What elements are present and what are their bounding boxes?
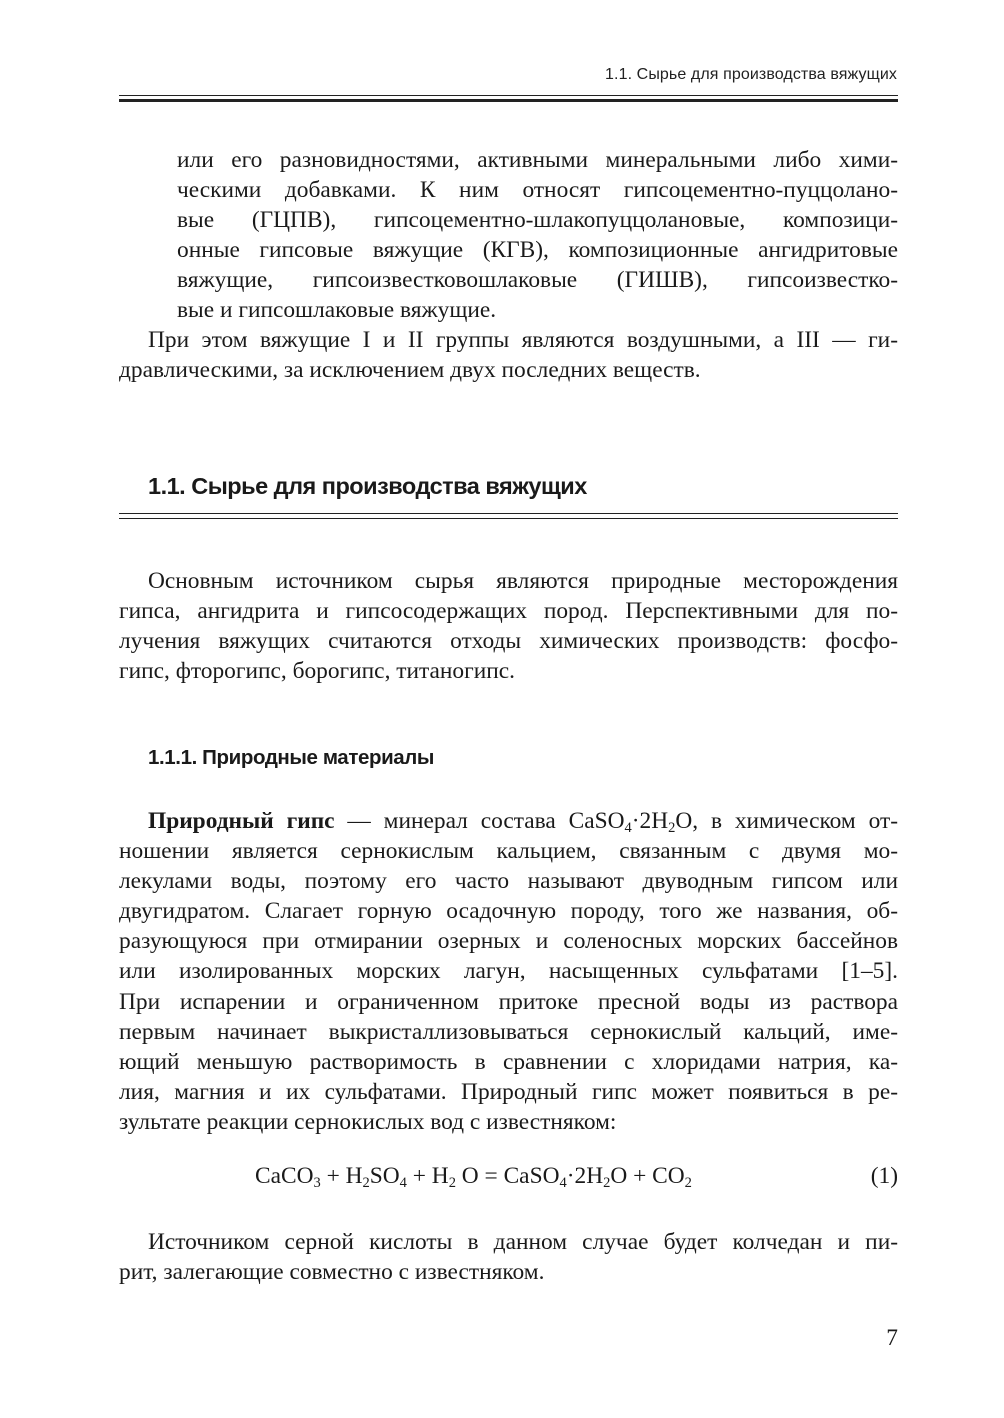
- text-line: или его разновидностями, активными минеральными либо хими-: [177, 147, 898, 173]
- text-line: ческими добавками. К ним относят гипсоцементно-пуццолано-: [177, 177, 898, 204]
- text-line: вяжущие, гипсоизвестковошлаковые (ГИШВ), гипсоизвестко-: [177, 267, 898, 294]
- chemical-equation: CaCO$_3$ + $H_2SO_4 + H_2$ $O = CaSO_4\cdot 2H_2O + CO_2$: [255, 1163, 692, 1192]
- gypsum-paragraph: [119, 806, 898, 1137]
- text-line: онные гипсовые вяжущие (КГВ), композиционные ангидритовые: [177, 237, 898, 264]
- section-rule-thin-2: [119, 518, 898, 519]
- first-line-text: ·2H: [631, 808, 669, 834]
- text-line: разующуюся при отмирании озерных и соленосных морских бассейнов: [119, 928, 898, 955]
- text-line: рит, залегающие совместно с известняком.: [119, 1259, 545, 1286]
- text-line: гипса, ангидрита и гипсосодержащих пород. Перспективными для по-: [119, 598, 898, 625]
- text-line: первым начинает выкристаллизовываться сернокислый кальций, име-: [119, 1018, 898, 1045]
- section-heading: 1.1. Сырье для производства вяжущих: [148, 473, 587, 499]
- running-head: 1.1. Сырье для производства вяжущих: [605, 66, 897, 83]
- header-rule-thin: [119, 95, 898, 96]
- intro-block: [177, 145, 898, 326]
- text-line: Основным источником сырья являются природные месторождения: [148, 568, 898, 594]
- text-line: ющий меньшую растворимость в сравнении с хлоридами натрия, ка-: [119, 1048, 898, 1075]
- text-line: вые и гипсошлаковые вяжущие.: [177, 297, 497, 324]
- page-number: 7: [886, 1325, 898, 1351]
- first-line-text: — минерал состава CaSO: [334, 808, 625, 834]
- subscript: 4: [624, 820, 632, 837]
- equation-number: (1): [870, 1163, 898, 1189]
- text-line: лия, магния и их сульфатами. Природный гипс может появиться в ре-: [119, 1078, 898, 1105]
- text-line: двугидратом. Слагает горную осадочную породу, того же названия, об-: [119, 898, 898, 925]
- text-line: При этом вяжущие I и II группы являются воздушными, а III — ги-: [148, 327, 898, 353]
- text-line: вые (ГЦПВ), гипсоцементно-шлакопуццолановые, композици-: [177, 207, 898, 234]
- text-line: При испарении и ограниченном притоке пресной воды из раствора: [119, 988, 898, 1015]
- text-line: лучения вяжущих считаются отходы химических производств: фосфо-: [119, 628, 898, 655]
- section-paragraph: [119, 566, 898, 686]
- text-line: или изолированных морских лагун, насыщенных сульфатами [1–5].: [119, 958, 898, 985]
- text-line: ношении является сернокислым кальцием, связанным с двумя мо-: [119, 838, 898, 865]
- subsection-heading: 1.1.1. Природные материалы: [148, 746, 435, 769]
- text-line: гипс, фторогипс, борогипс, титаногипс.: [119, 658, 515, 685]
- term-bold: Природный гипс: [148, 808, 335, 834]
- text-line: дравлическими, за исключением двух последних веществ.: [119, 357, 701, 384]
- text-line: зультате реакции сернокислых вод с известняком:: [119, 1108, 617, 1135]
- closing-paragraph: [119, 1227, 898, 1287]
- groups-paragraph: [119, 325, 898, 385]
- section-rule-thin-1: [119, 513, 898, 514]
- first-line-text: O, в химическом от-: [675, 808, 898, 834]
- text-line: лекулами воды, поэтому его часто называют двуводным гипсом или: [119, 868, 898, 895]
- subscript: 2: [668, 820, 676, 837]
- text-line: [148, 806, 898, 836]
- text-line: Источником серной кислоты в данном случае будет колчедан и пи-: [148, 1229, 898, 1255]
- header-rule-thick: [119, 99, 898, 102]
